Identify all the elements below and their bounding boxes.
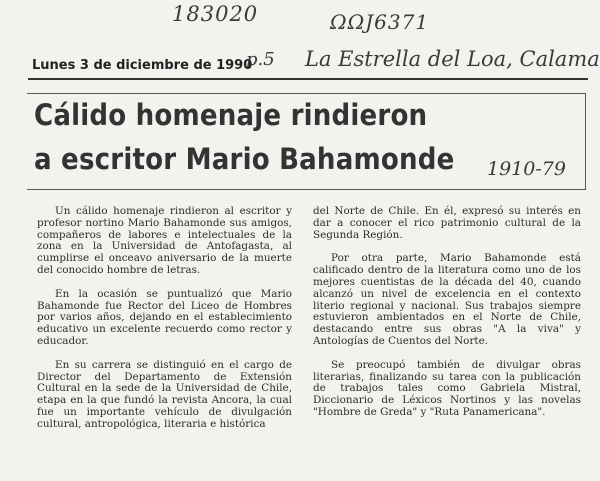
handwritten-date-note: 1910-79 <box>487 158 566 180</box>
headline-line-2: a escritor Mario Bahamonde <box>34 142 455 176</box>
handwritten-source-newspaper: La Estrella del Loa, Calama <box>305 47 600 71</box>
dateline: Lunes 3 de diciembre de 1990 <box>32 58 253 73</box>
paragraph: En la ocasión se puntualizó que Mario Bahamonde fue Rector del Liceo de Hombres por varios años, dejando en el establecimiento educativo un excelente recuerdo como rector y educador. <box>37 287 292 347</box>
article-column-left <box>37 206 292 443</box>
handwritten-catalog-code: ΩΩJ6371 <box>330 10 430 34</box>
paragraph: En su carrera se distinguió en el cargo de Director del Departamento de Extensión Cultural en la sede de la Universidad de Chile, etapa en la que fundó la revista Ancora, la cual fue un importante vehículo de divulgación cultural, antropológica, literaria e histórica <box>37 358 292 430</box>
handwritten-page-number: p.5 <box>246 49 275 70</box>
paragraph: del Norte de Chile. En él, expresó su interés en dar a conocer el rico patrimonio cultural de la Segunda Región. <box>313 205 581 241</box>
headline-line-1: Cálido homenaje rindieron <box>34 98 428 132</box>
top-rule-divider <box>28 78 588 80</box>
paragraph: Por otra parte, Mario Bahamonde está calificado dentro de la literatura como uno de los mejores cuentistas de la década del 40, cuando alcanzó un nivel de excelencia en el contexto literio regional y nacional. Sus trabajos siempre estuvieron ambientados en el Norte de Chile, destacando entre sus obras "A la viva" y Antologías de Cuentos del Norte. <box>313 252 581 347</box>
article-column-right <box>313 206 581 431</box>
paragraph: Se preocupó también de divulgar obras literarias, finalizando su tarea con la publicación de trabajos tales como Gabriela Mistral, Diccionario de Léxicos Nortinos y las novelas "Hombre de Greda" y "Ruta Panamericana". <box>313 358 581 418</box>
handwritten-archive-number: 183020 <box>172 2 259 26</box>
paragraph: Un cálido homenaje rindieron al escritor y profesor nortino Mario Bahamonde sus amigos, compañeros de labores e intelectuales de la zona en la Universidad de Antofagasta, al cumplirse el onceavo aniversario de la muerte del conocido hombre de letras. <box>37 205 292 276</box>
